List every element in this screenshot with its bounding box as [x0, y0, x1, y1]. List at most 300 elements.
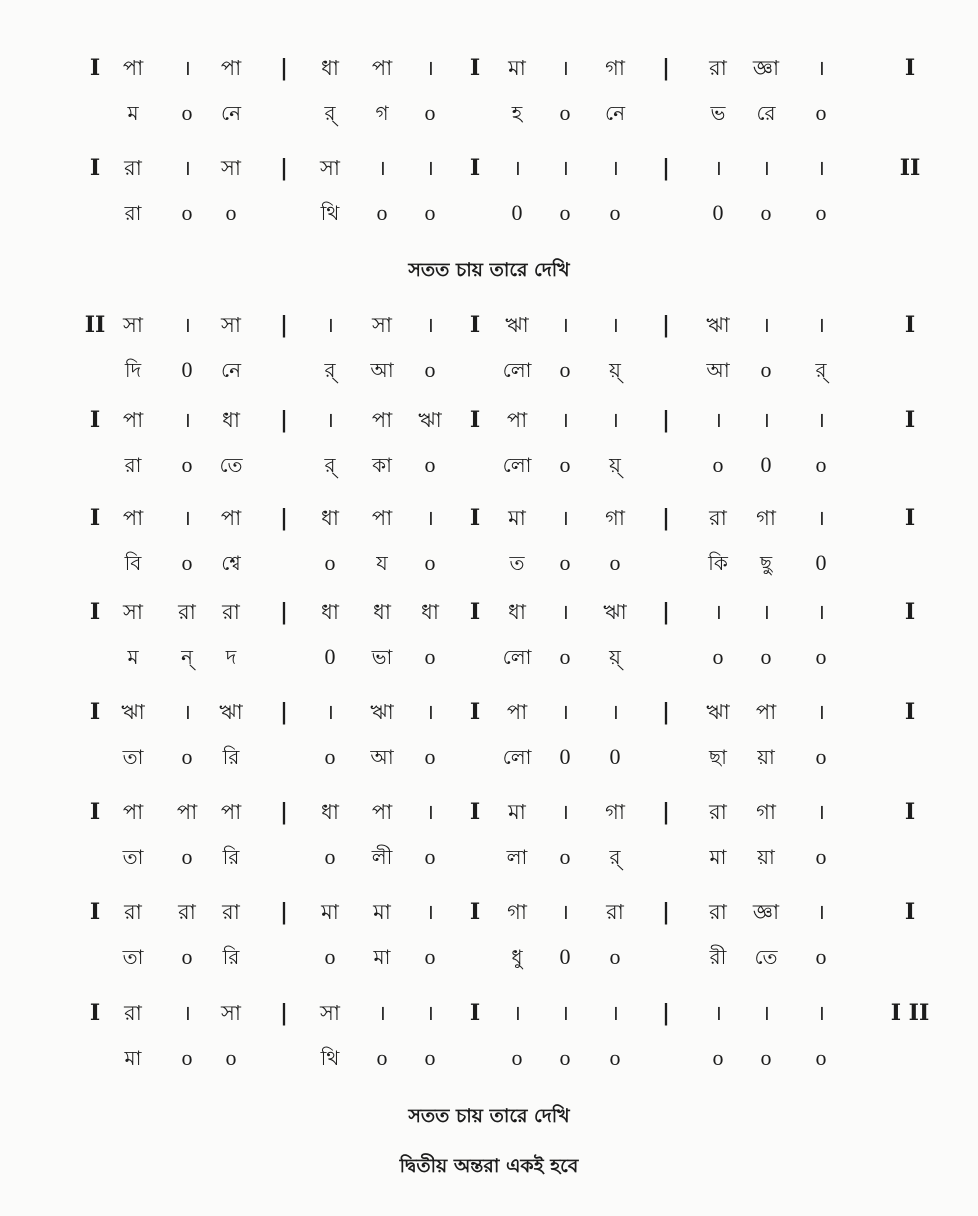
syllable-cell: ন্: [181, 645, 193, 669]
syllable-cell: মা: [709, 845, 727, 869]
syllable-cell: নে: [220, 358, 242, 382]
note-cell: ।: [426, 313, 434, 337]
syllable-cell: o: [815, 452, 827, 477]
note-cell: ।: [561, 156, 569, 180]
syllable-cell: তা: [122, 745, 144, 769]
bar-line: |: [661, 55, 671, 81]
syllable-cell: o: [324, 844, 336, 869]
lyrics-row: [0, 543, 978, 583]
syllable-cell: ম: [127, 101, 139, 125]
bar-line: I: [904, 799, 916, 825]
note-cell: ধা: [321, 600, 339, 624]
note-cell: ।: [183, 1001, 191, 1025]
note-cell: ।: [426, 506, 434, 530]
note-cell: ঋা: [370, 700, 394, 724]
syllable-cell: o: [181, 844, 193, 869]
bar-line: |: [661, 599, 671, 625]
syllable-cell: রী: [709, 945, 727, 969]
syllable-cell: o: [376, 200, 388, 225]
syllable-cell: 0: [712, 200, 724, 225]
syllable-cell: য়্: [609, 358, 621, 382]
syllable-cell: ভ: [710, 101, 726, 125]
note-cell: ।: [561, 700, 569, 724]
note-cell: রা: [178, 600, 196, 624]
syllable-cell: o: [815, 944, 827, 969]
note-cell: ।: [183, 506, 191, 530]
note-cell: পা: [122, 408, 144, 432]
bar-line: I: [469, 155, 481, 181]
syllable-cell: তা: [122, 845, 144, 869]
note-cell: পা: [220, 506, 242, 530]
note-cell: ঋা: [505, 313, 529, 337]
note-cell: ।: [513, 156, 521, 180]
note-cell: গা: [605, 800, 625, 824]
note-cell: সা: [123, 600, 143, 624]
note-cell: মা: [373, 900, 391, 924]
note-cell: ।: [426, 900, 434, 924]
section-heading: সতত চায় তারে দেখি: [408, 1105, 570, 1127]
syllable-cell: o: [376, 1045, 388, 1070]
note-cell: ধা: [508, 600, 526, 624]
syllable-cell: o: [609, 200, 621, 225]
bar-line: I: [89, 155, 101, 181]
bar-line: I: [469, 505, 481, 531]
bar-line: I: [469, 312, 481, 338]
syllable-cell: o: [815, 200, 827, 225]
note-cell: রা: [178, 900, 196, 924]
syllable-cell: o: [324, 944, 336, 969]
notation-row: [0, 892, 978, 932]
syllable-cell: নে: [604, 101, 626, 125]
note-cell: সা: [221, 156, 241, 180]
syllable-cell: o: [609, 550, 621, 575]
bar-line: |: [279, 599, 289, 625]
notation-row: [0, 592, 978, 632]
notation-row: [0, 792, 978, 832]
bar-line: |: [279, 155, 289, 181]
syllable-cell: o: [181, 452, 193, 477]
syllable-cell: o: [712, 452, 724, 477]
syllable-cell: o: [424, 844, 436, 869]
note-cell: ধা: [321, 56, 339, 80]
note-cell: ।: [714, 408, 722, 432]
note-cell: ।: [426, 1001, 434, 1025]
syllable-cell: o: [760, 644, 772, 669]
syllable-cell: o: [424, 200, 436, 225]
closing-note: দ্বিতীয় অন্তরা একই হবে: [399, 1155, 579, 1177]
note-cell: ।: [714, 600, 722, 624]
bar-line: |: [661, 899, 671, 925]
syllable-cell: o: [225, 200, 237, 225]
bar-line: I: [469, 407, 481, 433]
syllable-cell: হ: [511, 101, 523, 125]
note-cell: ।: [426, 56, 434, 80]
note-cell: ।: [611, 313, 619, 337]
bar-line: I: [904, 505, 916, 531]
note-cell: সা: [221, 1001, 241, 1025]
note-cell: রা: [222, 900, 240, 924]
bar-line: |: [661, 407, 671, 433]
syllable-cell: o: [559, 452, 571, 477]
note-cell: ।: [714, 1001, 722, 1025]
syllable-cell: র্: [815, 358, 827, 382]
note-cell: ।: [817, 700, 825, 724]
syllable-cell: o: [815, 844, 827, 869]
notation-row: [0, 993, 978, 1033]
note-cell: ।: [611, 1001, 619, 1025]
note-cell: ঋা: [706, 700, 730, 724]
syllable-cell: o: [424, 944, 436, 969]
lyrics-row: [0, 193, 978, 233]
bar-line: |: [661, 699, 671, 725]
notation-row: [0, 498, 978, 538]
note-cell: ।: [426, 156, 434, 180]
bar-line: I: [89, 505, 101, 531]
syllable-cell: থি: [320, 201, 340, 225]
bar-line: |: [279, 55, 289, 81]
syllable-cell: আ: [706, 358, 730, 382]
syllable-cell: o: [609, 1045, 621, 1070]
syllable-cell: বি: [124, 551, 142, 575]
note-cell: ।: [817, 600, 825, 624]
note-cell: রা: [222, 600, 240, 624]
note-cell: সা: [372, 313, 392, 337]
note-cell: ।: [561, 408, 569, 432]
bar-line: |: [279, 312, 289, 338]
lyrics-row: [0, 93, 978, 133]
syllable-cell: o: [559, 844, 571, 869]
note-cell: জ্ঞা: [752, 900, 780, 924]
note-cell: ঋা: [219, 700, 243, 724]
note-cell: ।: [183, 56, 191, 80]
syllable-cell: লী: [371, 845, 393, 869]
note-cell: পা: [371, 800, 393, 824]
note-cell: ।: [183, 313, 191, 337]
syllable-cell: o: [559, 1045, 571, 1070]
syllable-cell: o: [815, 744, 827, 769]
note-cell: ।: [714, 156, 722, 180]
syllable-cell: ভা: [371, 645, 393, 669]
syllable-cell: o: [181, 944, 193, 969]
syllable-cell: o: [181, 200, 193, 225]
note-cell: পা: [755, 700, 777, 724]
syllable-cell: o: [424, 100, 436, 125]
note-cell: ।: [513, 1001, 521, 1025]
bar-line: II: [84, 312, 106, 338]
note-cell: সা: [320, 1001, 340, 1025]
lyrics-row: [0, 445, 978, 485]
note-cell: রা: [124, 900, 142, 924]
note-cell: মা: [508, 506, 526, 530]
syllable-cell: o: [511, 1045, 523, 1070]
bar-line: I: [904, 55, 916, 81]
note-cell: ।: [426, 800, 434, 824]
lyrics-row: [0, 737, 978, 777]
syllable-cell: o: [424, 452, 436, 477]
note-cell: পা: [122, 800, 144, 824]
syllable-cell: 0: [760, 452, 772, 477]
syllable-cell: o: [559, 200, 571, 225]
note-cell: সা: [221, 313, 241, 337]
syllable-cell: য: [376, 551, 388, 575]
syllable-cell: রি: [222, 945, 240, 969]
lyrics-row: [0, 350, 978, 390]
bar-line: I: [89, 1000, 101, 1026]
note-cell: ।: [183, 156, 191, 180]
note-cell: গা: [605, 56, 625, 80]
syllable-cell: দি: [124, 358, 142, 382]
syllable-cell: তে: [754, 945, 778, 969]
notation-row: [0, 692, 978, 732]
syllable-cell: o: [559, 357, 571, 382]
note-cell: ধা: [421, 600, 439, 624]
syllable-cell: o: [609, 944, 621, 969]
note-cell: ।: [326, 313, 334, 337]
syllable-cell: o: [815, 644, 827, 669]
syllable-cell: o: [225, 1045, 237, 1070]
note-cell: ।: [817, 313, 825, 337]
note-cell: গা: [756, 800, 776, 824]
note-cell: ধা: [321, 800, 339, 824]
note-cell: ।: [561, 900, 569, 924]
syllable-cell: o: [424, 550, 436, 575]
note-cell: পা: [122, 56, 144, 80]
syllable-cell: 0: [559, 944, 571, 969]
notation-row: [0, 305, 978, 345]
note-cell: পা: [220, 800, 242, 824]
syllable-cell: কা: [372, 453, 392, 477]
note-cell: ।: [426, 700, 434, 724]
syllable-cell: ত: [509, 551, 525, 575]
syllable-cell: রি: [222, 845, 240, 869]
syllable-cell: o: [181, 100, 193, 125]
syllable-cell: ছু: [759, 551, 773, 575]
note-cell: মা: [508, 56, 526, 80]
bar-line: |: [661, 155, 671, 181]
syllable-cell: য়া: [757, 745, 775, 769]
note-cell: মা: [508, 800, 526, 824]
note-cell: ধা: [373, 600, 391, 624]
note-cell: ঋা: [418, 408, 442, 432]
note-cell: গা: [507, 900, 527, 924]
bar-line: I: [904, 599, 916, 625]
syllable-cell: র্: [609, 845, 621, 869]
lyrics-row: [0, 637, 978, 677]
note-cell: পা: [371, 56, 393, 80]
syllable-cell: লো: [502, 745, 532, 769]
bar-line: |: [279, 407, 289, 433]
syllable-cell: রা: [124, 453, 142, 477]
note-cell: ।: [561, 506, 569, 530]
syllable-cell: লো: [502, 453, 532, 477]
syllable-cell: 0: [559, 744, 571, 769]
notation-row: [0, 48, 978, 88]
notation-row: [0, 400, 978, 440]
syllable-cell: o: [424, 644, 436, 669]
bar-line: I: [469, 899, 481, 925]
note-cell: মা: [321, 900, 339, 924]
bar-line: I: [89, 799, 101, 825]
bar-line: |: [279, 899, 289, 925]
syllable-cell: o: [424, 357, 436, 382]
note-cell: রা: [124, 1001, 142, 1025]
syllable-cell: o: [760, 1045, 772, 1070]
note-cell: সা: [320, 156, 340, 180]
syllable-cell: o: [181, 550, 193, 575]
note-cell: ঋা: [706, 313, 730, 337]
bar-line: |: [279, 1000, 289, 1026]
bar-line: I: [904, 699, 916, 725]
syllable-cell: গ: [375, 101, 389, 125]
note-cell: ।: [817, 156, 825, 180]
lyrics-row: [0, 1038, 978, 1078]
note-cell: পা: [220, 56, 242, 80]
note-cell: সা: [123, 313, 143, 337]
note-cell: পা: [506, 408, 528, 432]
syllable-cell: তা: [122, 945, 144, 969]
syllable-cell: 0: [181, 357, 193, 382]
syllable-cell: o: [815, 1045, 827, 1070]
note-cell: ।: [611, 156, 619, 180]
bar-line: I: [89, 699, 101, 725]
syllable-cell: o: [559, 644, 571, 669]
syllable-cell: o: [712, 1045, 724, 1070]
bar-line: I: [89, 599, 101, 625]
syllable-cell: কি: [708, 551, 728, 575]
note-cell: ।: [183, 700, 191, 724]
note-cell: জ্ঞা: [752, 56, 780, 80]
syllable-cell: লো: [502, 358, 532, 382]
note-cell: ।: [561, 800, 569, 824]
syllable-cell: শ্বে: [221, 551, 241, 575]
note-cell: ।: [817, 1001, 825, 1025]
syllable-cell: র্: [324, 101, 336, 125]
note-cell: ।: [817, 506, 825, 530]
syllable-cell: o: [559, 100, 571, 125]
bar-line: I: [469, 699, 481, 725]
note-cell: ।: [611, 408, 619, 432]
bar-line: II: [899, 155, 921, 181]
note-cell: ।: [561, 56, 569, 80]
syllable-cell: লো: [502, 645, 532, 669]
note-cell: ।: [817, 800, 825, 824]
note-cell: রা: [709, 506, 727, 530]
syllable-cell: রা: [124, 201, 142, 225]
bar-line: I: [89, 407, 101, 433]
syllable-cell: ধু: [511, 945, 523, 969]
syllable-cell: য়া: [757, 845, 775, 869]
syllable-cell: o: [181, 744, 193, 769]
lyrics-row: [0, 937, 978, 977]
note-cell: রা: [709, 900, 727, 924]
syllable-cell: ছা: [709, 745, 727, 769]
note-cell: ।: [561, 600, 569, 624]
note-cell: ঋা: [121, 700, 145, 724]
note-cell: ।: [817, 408, 825, 432]
note-cell: ।: [183, 408, 191, 432]
note-cell: ।: [762, 408, 770, 432]
syllable-cell: তে: [219, 453, 243, 477]
syllable-cell: আ: [370, 745, 394, 769]
syllable-cell: o: [424, 744, 436, 769]
note-cell: রা: [606, 900, 624, 924]
note-cell: ঋা: [603, 600, 627, 624]
syllable-cell: মা: [124, 1046, 142, 1070]
note-cell: পা: [371, 408, 393, 432]
bar-line: I II: [890, 1000, 930, 1026]
note-cell: পা: [176, 800, 198, 824]
bar-line: I: [469, 599, 481, 625]
note-cell: ।: [326, 408, 334, 432]
note-cell: রা: [124, 156, 142, 180]
syllable-cell: রি: [222, 745, 240, 769]
note-cell: ।: [817, 56, 825, 80]
note-cell: ।: [378, 156, 386, 180]
syllable-cell: o: [181, 1045, 193, 1070]
bar-line: I: [469, 1000, 481, 1026]
bar-line: I: [89, 55, 101, 81]
syllable-cell: আ: [370, 358, 394, 382]
syllable-cell: o: [760, 200, 772, 225]
syllable-cell: 0: [511, 200, 523, 225]
section-heading: সতত চায় তারে দেখি: [408, 259, 570, 281]
note-cell: ।: [762, 600, 770, 624]
syllable-cell: য়্: [609, 453, 621, 477]
syllable-cell: লা: [506, 845, 528, 869]
note-cell: পা: [371, 506, 393, 530]
note-cell: পা: [122, 506, 144, 530]
note-cell: ।: [762, 1001, 770, 1025]
notation-row: [0, 148, 978, 188]
syllable-cell: 0: [609, 744, 621, 769]
note-cell: ।: [762, 156, 770, 180]
note-cell: ।: [561, 313, 569, 337]
note-cell: ।: [817, 900, 825, 924]
bar-line: |: [661, 312, 671, 338]
syllable-cell: রে: [756, 101, 776, 125]
lyrics-row: [0, 837, 978, 877]
note-cell: ধা: [222, 408, 240, 432]
syllable-cell: ম: [127, 645, 139, 669]
syllable-cell: o: [815, 100, 827, 125]
syllable-cell: 0: [815, 550, 827, 575]
syllable-cell: o: [324, 550, 336, 575]
syllable-cell: o: [760, 357, 772, 382]
note-cell: পা: [506, 700, 528, 724]
bar-line: |: [661, 1000, 671, 1026]
syllable-cell: o: [712, 644, 724, 669]
bar-line: |: [661, 505, 671, 531]
bar-line: I: [469, 799, 481, 825]
bar-line: I: [904, 312, 916, 338]
bar-line: |: [279, 799, 289, 825]
bar-line: I: [89, 899, 101, 925]
note-cell: ধা: [321, 506, 339, 530]
syllable-cell: য়্: [609, 645, 621, 669]
syllable-cell: র্: [324, 358, 336, 382]
syllable-cell: মা: [373, 945, 391, 969]
note-cell: গা: [605, 506, 625, 530]
syllable-cell: দ: [225, 645, 237, 669]
note-cell: ।: [561, 1001, 569, 1025]
bar-line: I: [904, 407, 916, 433]
syllable-cell: o: [324, 744, 336, 769]
syllable-cell: নে: [220, 101, 242, 125]
note-cell: রা: [709, 56, 727, 80]
syllable-cell: র্: [324, 453, 336, 477]
note-cell: ।: [762, 313, 770, 337]
bar-line: |: [661, 799, 671, 825]
